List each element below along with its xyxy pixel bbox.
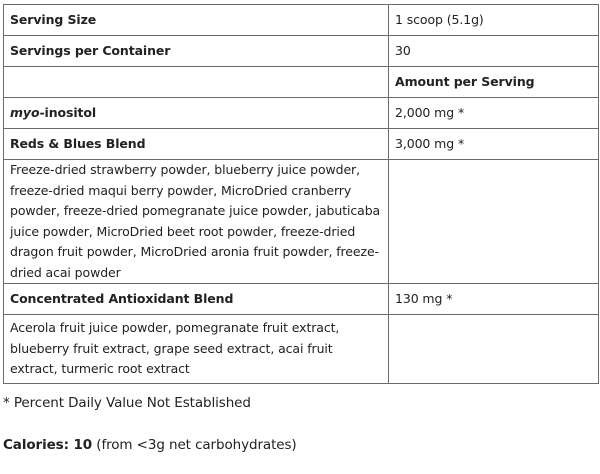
supplement-facts-table — [3, 4, 599, 384]
ingredient-row-reds-blues-blend — [4, 129, 599, 160]
blend-description-reds-blues: Freeze-dried strawberry powder, blueberry juice powder, freeze-dried maqui berry powder, MicroDried cranberry powder, freeze-dried pomegranate juice powder, jabuticaba juice powder, MicroDried beet root powder, freeze-dried dragon fruit powder, MicroDried aronia fruit powder, freeze-dried acai powder — [4, 160, 389, 284]
ingredient-row-antioxidant-blend — [4, 284, 599, 315]
blend-description-antioxidant: Acerola fruit juice powder, pomegranate fruit extract, blueberry fruit extract, grape seed extract, acai fruit extract, turmeric root extract — [4, 315, 389, 384]
blend-description-row-reds-blues — [4, 160, 599, 284]
empty-description-cell — [389, 315, 599, 384]
empty-header-cell — [4, 67, 389, 98]
amount-header-row — [4, 67, 599, 98]
daily-value-footnote: * Percent Daily Value Not Established — [3, 395, 251, 411]
empty-description-cell — [389, 160, 599, 284]
servings-per-container-row — [4, 36, 599, 67]
ingredient-name-myo-inositol — [4, 98, 389, 129]
ingredient-name-antioxidant-blend: Concentrated Antioxidant Blend — [4, 284, 389, 315]
calories-label: Calories: 10 — [3, 437, 93, 453]
ingredient-name-rest-part: -inositol — [39, 104, 97, 120]
ingredient-row-myo-inositol — [4, 98, 599, 129]
calories-line — [3, 437, 297, 453]
amount-per-serving-header: Amount per Serving — [389, 67, 599, 98]
ingredient-amount-myo-inositol: 2,000 mg * — [389, 98, 599, 129]
ingredient-amount-reds-blues-blend: 3,000 mg * — [389, 129, 599, 160]
serving-size-value: 1 scoop (5.1g) — [389, 5, 599, 36]
serving-size-row — [4, 5, 599, 36]
servings-per-container-value: 30 — [389, 36, 599, 67]
ingredient-name-italic-part: myo — [10, 104, 40, 120]
calories-detail: (from <3g net carbohydrates) — [92, 437, 297, 453]
ingredient-amount-antioxidant-blend: 130 mg * — [389, 284, 599, 315]
servings-per-container-label: Servings per Container — [4, 36, 389, 67]
serving-size-label: Serving Size — [4, 5, 389, 36]
ingredient-name-reds-blues-blend: Reds & Blues Blend — [4, 129, 389, 160]
blend-description-row-antioxidant — [4, 315, 599, 384]
